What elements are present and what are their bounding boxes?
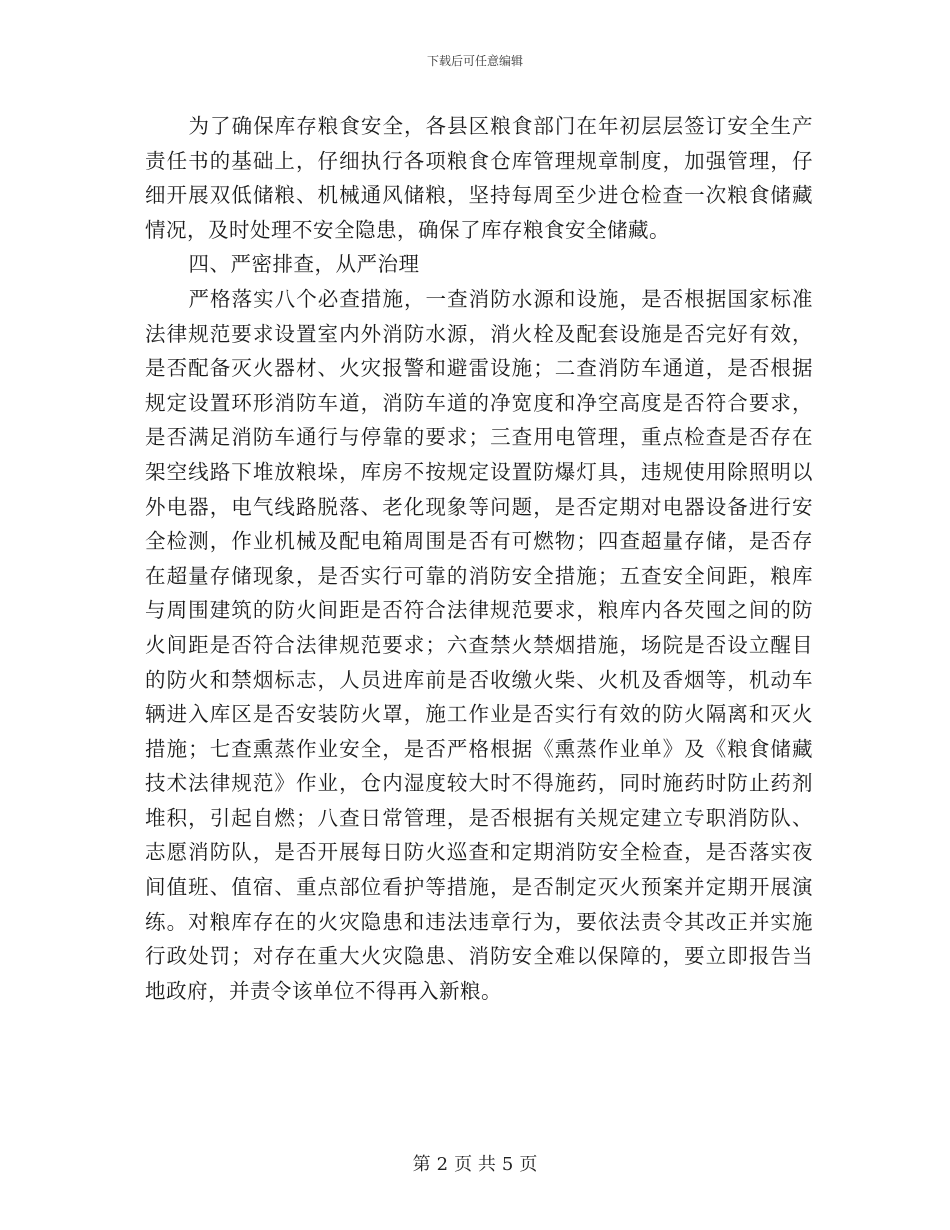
footer-suffix: 页 [519, 1154, 538, 1175]
document-body [145, 109, 813, 1008]
paragraph-grain-safety: 为了确保库存粮食安全，各县区粮食部门在年初层层签订安全生产责任书的基础上，仔细执行各项粮食仓库管理规章制度，加强管理，仔细开展双低储粮、机械通风储粮，坚持每周至少进仓检查一次粮食储藏情况，及时处理不安全隐患，确保了库存粮食安全储藏。 [145, 114, 813, 242]
footer-total-pages: 5 [501, 1154, 514, 1175]
footer-page-number: 2 [436, 1154, 449, 1175]
paragraph-inspection-measures: 严格落实八个必查措施，一查消防水源和设施，是否根据国家标准法律规范要求设置室内外消防水源，消火栓及配套设施是否完好有效，是否配备灭火器材、火灾报警和避雷设施；二查消防车通道，是否根据规定设置环形消防车道，消防车道的净宽度和净空高度是否符合要求，是否满足消防车通行与停靠的要求；三查用电管理，重点检查是否存在架空线路下堆放粮垛，库房不按规定设置防爆灯具，违规使用除照明以外电器，电气线路脱落、老化现象等问题，是否定期对电器设备进行安全检测，作业机械及配电箱周围是否有可燃物；四查超量存储，是否存在超量存储现象，是否实行可靠的消防安全措施；五查安全间距，粮库与周围建筑的防火间距是否符合法律规范要求，粮库内各芡囤之间的防火间距是否符合法律规范要求；六查禁火禁烟措施，场院是否设立醒目的防火和禁烟标志，人员进库前是否收缴火柴、火机及香烟等，机动车辆进入库区是否安装防火罩，施工作业是否实行有效的防火隔离和灭火措施；七查熏蒸作业安全，是否严格根据《熏蒸作业单》及《粮食储藏技术法律规范》作业，仓内湿度较大时不得施药，同时施药时防止药剂堆积，引起自燃；八查日常管理，是否根据有关规定建立专职消防队、志愿消防队，是否开展每日防火巡查和定期消防安全检查，是否落实夜间值班、值宿、重点部位看护等措施，是否制定灭火预案并定期开展演练。对粮库存在的火灾隐患和违法违章行为，要依法责令其改正并实施行政处罚；对存在重大火灾隐患、消防安全难以保障的，要立即报告当地政府，并责令该单位不得再入新粮。 [145, 286, 813, 1003]
page-footer [0, 1153, 950, 1177]
page-header: 下载后可任意编辑 [426, 54, 523, 68]
section-heading: 四、严密排查，从严治理 [188, 252, 420, 277]
footer-prefix: 第 [412, 1154, 431, 1175]
footer-middle: 页 共 [454, 1154, 496, 1175]
